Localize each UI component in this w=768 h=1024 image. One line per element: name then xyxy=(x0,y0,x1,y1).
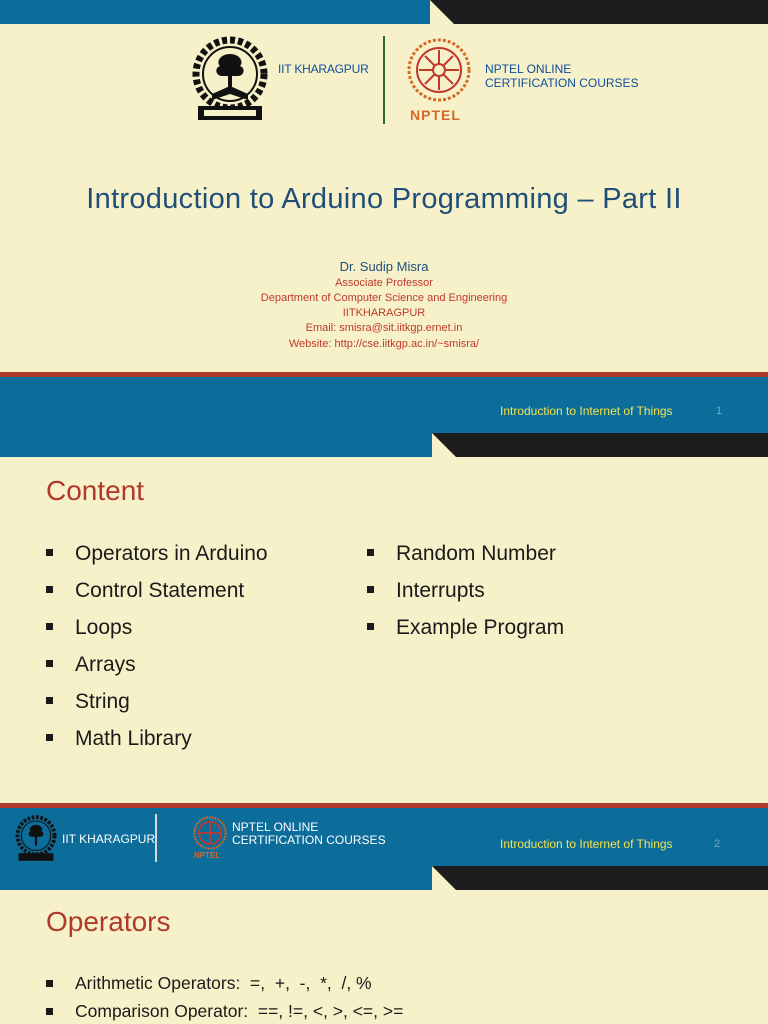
content-list-right xyxy=(367,541,564,652)
list-item: Interrupts xyxy=(367,578,564,615)
list-item: Control Statement xyxy=(46,578,268,615)
list-item: Loops xyxy=(46,615,268,652)
bullet-icon xyxy=(46,697,53,704)
author-designation: Associate Professor xyxy=(335,277,433,289)
content-heading: Content xyxy=(46,475,145,506)
list-item: Comparison Operator: ==, !=, <, >, <=, >= xyxy=(46,1000,403,1024)
content-slide xyxy=(0,457,768,800)
iit-kharagpur-label: IIT KHARAGPUR xyxy=(62,832,156,846)
nptel-label-line2: CERTIFICATION COURSES xyxy=(232,833,386,847)
bottom-blue-stripe xyxy=(0,433,432,457)
bullet-icon xyxy=(46,980,53,987)
bottom-dark-stripe xyxy=(432,433,768,457)
iit-kharagpur-logo-icon xyxy=(14,815,58,863)
list-item: Operators in Arduino xyxy=(46,541,268,578)
nptel-label xyxy=(232,821,386,847)
bullet-icon xyxy=(46,660,53,667)
nptel-label-line2: CERTIFICATION COURSES xyxy=(485,76,639,90)
header-course-title: Introduction to Internet of Things xyxy=(500,837,673,851)
nptel-wordmark: NPTEL xyxy=(410,107,461,123)
bullet-icon xyxy=(46,549,53,556)
title-slide xyxy=(0,0,768,457)
footer-course-title: Introduction to Internet of Things xyxy=(500,404,673,418)
page-number: 1 xyxy=(716,405,723,417)
operators-list xyxy=(46,972,403,1024)
list-item: Arrays xyxy=(46,652,268,689)
author-email[interactable]: Email: smisra@sit.iitkgp.ernet.in xyxy=(305,322,463,334)
bullet-icon xyxy=(367,586,374,593)
logo-divider xyxy=(155,814,157,862)
logo-divider xyxy=(383,36,385,124)
header-blue-stripe xyxy=(0,866,432,890)
list-item: Example Program xyxy=(367,615,564,652)
bullet-icon xyxy=(367,623,374,630)
iit-kharagpur-logo-icon xyxy=(190,36,270,124)
bullet-icon xyxy=(367,549,374,556)
list-item: Arithmetic Operators: =, +, -, *, /, % xyxy=(46,972,403,1000)
bullet-icon xyxy=(46,586,53,593)
header-dark-stripe xyxy=(432,866,768,890)
author-institute: IITKHARAGPUR xyxy=(342,307,426,319)
nptel-label-line1: NPTEL ONLINE xyxy=(232,820,319,834)
top-dark-stripe xyxy=(430,0,768,24)
operators-slide xyxy=(0,800,768,1024)
page-number: 2 xyxy=(714,838,721,850)
list-item: Math Library xyxy=(46,726,268,763)
iit-kharagpur-label: IIT KHARAGPUR xyxy=(278,62,369,76)
bullet-icon xyxy=(46,623,53,630)
nptel-label-line1: NPTEL ONLINE xyxy=(485,62,572,76)
content-list-left xyxy=(46,541,268,763)
author-department: Department of Computer Science and Engineering xyxy=(260,292,508,304)
list-item: String xyxy=(46,689,268,726)
top-blue-stripe xyxy=(0,0,430,24)
slide-title: Introduction to Arduino Programming – Part II xyxy=(86,183,682,215)
bullet-icon xyxy=(46,1008,53,1015)
author-website[interactable]: Website: http://cse.iitkgp.ac.in/~smisra/ xyxy=(288,338,480,350)
bullet-icon xyxy=(46,734,53,741)
operators-heading: Operators xyxy=(46,906,171,937)
nptel-wordmark: NPTEL xyxy=(194,851,221,860)
author-name: Dr. Sudip Misra xyxy=(339,259,429,274)
nptel-label xyxy=(485,62,639,90)
list-item: Random Number xyxy=(367,541,564,578)
